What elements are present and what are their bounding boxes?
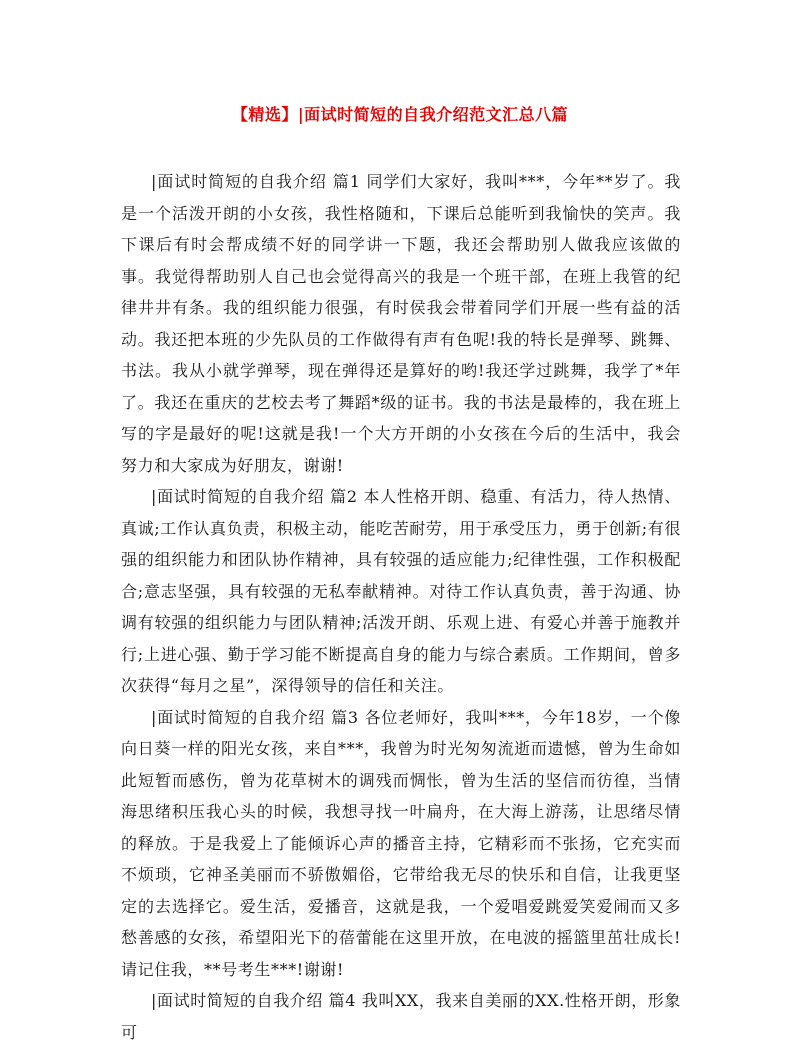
paragraph-2: |面试时简短的自我介绍 篇2 本人性格开朗、稳重、有活力，待人热情、真诚;工作认真负责，积极主动，能吃苦耐劳，用于承受压力，勇于创新;有很强的组织能力和团队协作精神，具有较强的适应能力;纪律性强，工作积极配合;意志坚强，具有较强的无私奉献精神。对待工作认真负责，善于沟通、协调有较强的组织能力与团队精神;活泼开朗、乐观上进、有爱心并善于施教并行;上进心强、勤于学习能不断提高自身的能力与综合素质。工作期间，曾多次获得“每月之星”，深得领导的信任和关注。 — [121, 487, 681, 695]
document-body — [121, 166, 681, 1048]
paragraph-1: |面试时简短的自我介绍 篇1 同学们大家好，我叫***，今年**岁了。我是一个活泼开朗的小女孩，我性格随和，下课后总能听到我愉快的笑声。我下课后有时会帮成绩不好的同学讲一下题，我还会帮助别人做我应该做的事。我觉得帮助别人自己也会觉得高兴的我是一个班干部，在班上我管的纪律井井有条。我的组织能力很强，有时侯我会带着同学们开展一些有益的活动。我还把本班的少先队员的工作做得有声有色呢!我的特长是弹琴、跳舞、书法。我从小就学弹琴，现在弹得还是算好的哟!我还学过跳舞，我学了*年了。我还在重庆的艺校去考了舞蹈*级的证书。我的书法是最棒的，我在班上写的字是最好的呢!这就是我!一个大方开朗的小女孩在今后的生活中，我会努力和大家成为好朋友，谢谢! — [121, 172, 681, 475]
document-title: 【精选】|面试时简短的自我介绍范文汇总八篇 — [231, 105, 569, 124]
paragraph-3: |面试时简短的自我介绍 篇3 各位老师好，我叫***，今年18岁，一个像向日葵一样的阳光女孩，来自***，我曾为时光匆匆流逝而遗憾，曾为生命如此短暂而感伤，曾为花草树木的调残而惆怅，曾为生活的坚信而彷徨，当情海思绪积压我心头的时候，我想寻找一叶扁舟，在大海上游荡，让思绪尽情的释放。于是我爱上了能倾诉心声的播音主持，它精彩而不张扬，它充实而不烦琐，它神圣美丽而不骄傲媚俗，它带给我无尽的快乐和自信，让我更坚定的去选择它。爱生活，爱播音，这就是我，一个爱唱爱跳爱笑爱闹而又多愁善感的女孩，希望阳光下的蓓蕾能在这里开放，在电波的摇篮里茁壮成长!请记住我，**号考生***!谢谢! — [121, 707, 681, 979]
paragraph-4: |面试时简短的自我介绍 篇4 我叫XX，我来自美丽的XX.性格开朗，形象可 — [121, 991, 681, 1042]
